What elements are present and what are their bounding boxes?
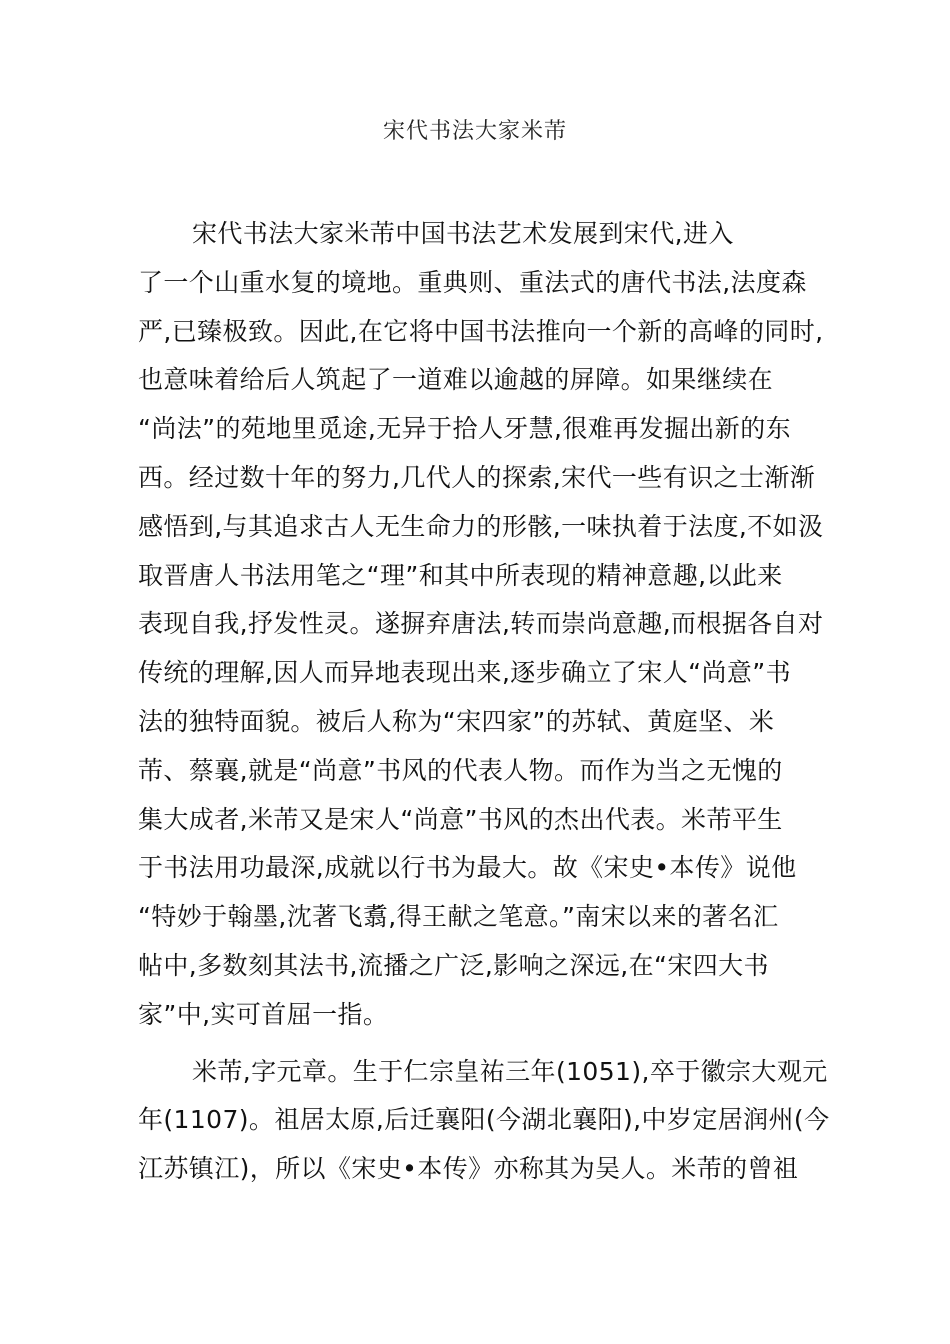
text-line: 家”中,实可首屈一指。 (138, 999, 389, 1029)
text-line: 江苏镇江)，所以《宋史•本传》亦称其为吴人。米芾的曾祖 (138, 1154, 799, 1184)
text-line: “特妙于翰墨,沈著飞翥,得王献之笔意。”南宋以来的著名汇 (138, 902, 779, 932)
text-line: “尚法”的苑地里觅途,无异于拾人牙慧,很难再发掘出新的东 (138, 414, 791, 444)
text-line: 米芾,字元章。生于仁宗皇祐三年(1051),卒于徽宗大观元 (192, 1056, 828, 1086)
document-title: 宋代书法大家米芾 (382, 119, 567, 144)
text-line: 传统的理解,因人而异地表现出来,逐步确立了宋人“尚意”书 (138, 658, 791, 688)
text-line: 芾、蔡襄,就是“尚意”书风的代表人物。而作为当之无愧的 (138, 755, 783, 785)
text-line: 也意味着给后人筑起了一道难以逾越的屏障。如果继续在 (138, 365, 774, 395)
text-line: 帖中,多数刻其法书,流播之广泛,影响之深远,在“宋四大书 (138, 950, 769, 980)
text-line: 年(1107)。祖居太原,后迁襄阳(今湖北襄阳),中岁定居润州(今 (138, 1105, 830, 1135)
document-body (138, 210, 828, 1194)
text-line: 取晋唐人书法用笔之“理”和其中所表现的精神意趣,以此来 (138, 560, 783, 590)
text-line: 西。经过数十年的努力,几代人的探索,宋代一些有识之士渐渐 (138, 462, 816, 492)
text-line: 法的独特面貌。被后人称为“宋四家”的苏轼、黄庭坚、米 (138, 706, 775, 736)
text-line: 了一个山重水复的境地。重典则、重法式的唐代书法,法度森 (138, 267, 807, 297)
paragraph-2 (138, 1048, 828, 1194)
text-line: 感悟到,与其追求古人无生命力的形骸,一味执着于法度,不如汲 (138, 511, 824, 541)
text-line: 严,已臻极致。因此,在它将中国书法推向一个新的高峰的同时, (138, 316, 824, 346)
paragraph-1 (138, 210, 828, 1040)
text-line: 于书法用功最深,成就以行书为最大。故《宋史•本传》说他 (138, 853, 797, 883)
paragraph-spacer (138, 1040, 828, 1048)
text-line: 表现自我,抒发性灵。遂摒弃唐法,转而崇尚意趣,而根据各自对 (138, 609, 824, 639)
text-line: 宋代书法大家米芾中国书法艺术发展到宋代,进入 (192, 219, 734, 248)
text-line: 集大成者,米芾又是宋人“尚意”书风的杰出代表。米芾平生 (138, 804, 783, 834)
